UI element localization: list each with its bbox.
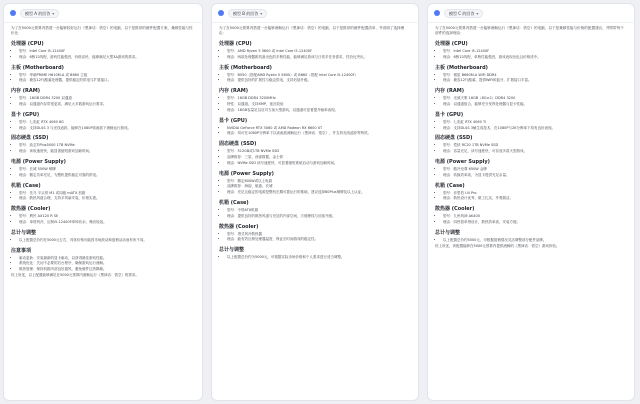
list-item: • 理由：均可在1080P分辨率下以高画质流畅运行《黑神话：悟空》，并支持光线追踪等特效。: [227, 131, 411, 136]
list-item: • 型号：七彩虹 RTX 4060 8G: [19, 120, 195, 125]
section-list: [435, 191, 627, 202]
section-list: [11, 73, 195, 84]
section-heading: 电源 (Power Supply): [11, 158, 66, 165]
list-item: • 理由：散热设计优秀，做工扎实，外观简洁。: [443, 196, 627, 201]
list-item: • 型号：七彩虹 RTX 4060 Ti: [443, 120, 627, 125]
list-item: • 理由：提供良好的散热风道与充足的内部空间，方便理线与后续升级。: [227, 214, 411, 219]
model-name-label: 模型 B 的回答: [233, 10, 259, 16]
section-heading: 机箱 (Case): [435, 182, 465, 189]
section-heading: 内存 (RAM): [11, 88, 41, 95]
list-item: • 型号：致态TiPlus5000 1TB NVMe: [19, 143, 195, 148]
list-item: • 型号：塔式风冷散热器: [227, 232, 411, 237]
section-list: [435, 120, 627, 131]
section-heading: 显卡 (GPU): [219, 117, 248, 124]
section-heading: 总计与调整: [11, 229, 37, 236]
list-item: • 型号：酷冷至尊 650W 金牌: [443, 167, 627, 172]
section-heading: 电源 (Power Supply): [219, 170, 274, 177]
list-item: • 理由：6核12线程，单核性能强劲，游戏表现出色且价格适中。: [443, 55, 627, 60]
list-item: • 型号：微星 B660M-A WiFi DDR4: [443, 73, 627, 78]
panel-header: [212, 4, 418, 23]
section-list: [219, 73, 411, 84]
list-item: • 品牌推荐：三星、西部数据、金士顿: [227, 155, 411, 160]
model-name-label: 模型 C 的回答: [449, 10, 475, 16]
section-list: [11, 214, 195, 225]
section-heading: 散热器 (Cooler): [435, 206, 475, 213]
list-item: • 型号：华硕PRIME H610M-A 或 B660 主板: [19, 73, 195, 78]
list-item: • 理由：单塔风冷，压制i5-12400F绰绰有余，噪音较低。: [19, 220, 195, 225]
panel-header: [4, 4, 202, 23]
list-item: • 以上配置总价约在5000元左右，具体价格可能因市场波动和促销活动而有所不同。: [19, 238, 195, 243]
list-item: • 系统优化：关闭不必要的后台程序，确保游戏运行流畅。: [19, 261, 195, 266]
section-list: [435, 49, 627, 60]
list-item: • 型号：512GB或1TB NVMe SSD: [227, 149, 411, 154]
section-heading: 散热器 (Cooler): [219, 223, 259, 230]
section-heading: 注意事项: [11, 247, 32, 254]
list-item: • 品牌推荐：海韵、航嘉、长城: [227, 184, 411, 189]
section-list: [219, 126, 411, 137]
model-avatar-icon: [434, 10, 440, 16]
section-heading: 固态硬盘 (SSD): [435, 135, 473, 142]
list-item: • 以上配置总价约为5000元，可根据实际市场价格和个人需求进行适当调整。: [227, 255, 411, 260]
answer-intro: 为了在5000元预算内搭建一台能够较好运行《黑神话：悟空》的电脑，以下是推荐的硬件配置方案，兼顾性能与性价比：: [11, 26, 193, 35]
answer-panel-b[interactable]: [211, 3, 419, 401]
list-item: • 型号：九州风神 AK400: [443, 214, 627, 219]
section-heading: 主板 (Motherboard): [11, 64, 64, 71]
model-selector[interactable]: [228, 9, 267, 18]
list-item: • 理由：转换效率高，为显卡提供充足余量。: [443, 173, 627, 178]
model-avatar-icon: [218, 10, 224, 16]
list-item: • 理由：双通道组合，能够充分发挥处理器与显卡性能。: [443, 102, 627, 107]
list-item: • 型号：额定600W或以上电源: [227, 179, 411, 184]
list-item: • 型号：Intel Core i5-12400F: [19, 49, 195, 54]
section-list: [219, 49, 411, 60]
section-list: [219, 255, 411, 260]
section-heading: 电源 (Power Supply): [435, 158, 490, 165]
section-heading: 总计与调整: [219, 247, 245, 254]
section-heading: 散热器 (Cooler): [11, 206, 51, 213]
list-item: • 型号：先马 平头哥 M1 或同级 mATX 机箱: [19, 191, 195, 196]
list-item: • 理由：四热管单塔设计，散热效率高，安装方便。: [443, 220, 627, 225]
section-list: [219, 149, 411, 165]
section-heading: 处理器 (CPU): [219, 41, 252, 47]
list-item: • 型号：利民 AX120 R SE: [19, 214, 195, 219]
list-item: • 特性：双通道，支持XMP，延迟较低: [227, 102, 411, 107]
section-heading: 固态硬盘 (SSD): [219, 141, 257, 148]
section-list: [435, 143, 627, 154]
answer-body: [428, 23, 634, 248]
model-name-label: 模型 A 的回答: [25, 10, 51, 16]
section-list: [435, 73, 627, 84]
section-list: [219, 96, 411, 112]
list-item: • 理由：兼容12代酷睿，提供WiFi和蓝牙，扩展接口丰富。: [443, 78, 627, 83]
list-item: • 以上配置总价约5000元，可根据促销情况灵活调整部分配件品牌。: [443, 238, 627, 243]
list-item: • 理由：读取速度快，能显著缩短游戏加载时间。: [19, 149, 195, 154]
list-item: • 理由：6核12线程，游戏性能强劲，价格亲民，能够满足大型3A游戏的需求。: [19, 55, 195, 60]
chevron-down-icon: ▾: [476, 10, 479, 16]
answer-summary: 综上所述，以上配置能够满足在5000元预算内流畅运行《黑神话：悟空》的需求。: [11, 272, 139, 277]
panel-header: [428, 4, 634, 23]
section-list: [11, 143, 195, 154]
section-heading: 总计与调整: [435, 229, 461, 236]
list-item: • 型号：AMD Ryzen 5 5600 或 Intel Core i5-12400F: [227, 49, 411, 54]
section-heading: 主板 (Motherboard): [435, 64, 488, 71]
answer-panel-c[interactable]: [427, 3, 635, 401]
model-avatar-icon: [10, 10, 16, 16]
list-item: • 理由：支持DLSS 3帧生成技术，在1080P与2K分辨率下均有良好表现。: [443, 126, 627, 131]
list-item: • 型号：中塔ATX机箱: [227, 208, 411, 213]
section-heading: 显卡 (GPU): [11, 111, 40, 118]
list-item: • NVIDIA GeForce RTX 3060 或 AMD Radeon RX 6600 XT: [227, 126, 411, 131]
section-list: [219, 208, 411, 219]
list-item: • 理由：双通道内存带宽更高，满足大多数游戏运行需求。: [19, 102, 195, 107]
section-heading: 显卡 (GPU): [435, 111, 464, 118]
section-list: [435, 96, 627, 107]
list-item: • 型号：光威天策 16GB（8G×2）DDR4 3200: [443, 96, 627, 101]
answer-summary: 综上所述，该配置能够在5000元预算内提供流畅的《黑神话：悟空》游戏体验。: [435, 243, 560, 248]
section-heading: 处理器 (CPU): [435, 41, 468, 47]
model-selector[interactable]: [20, 9, 59, 18]
answer-intro: 为了在5000元预算内搭建一台能够流畅运行《黑神话：悟空》的电脑，以下是推荐的硬件配置清单，并说明了选择理由：: [219, 26, 405, 35]
chevron-down-icon: ▾: [52, 10, 55, 16]
list-item: • 理由：两款处理器都具备出色的多核性能，能够满足游戏与日常多任务需求，性价比突出。: [227, 55, 411, 60]
list-item: • 型号：铠侠 RC20 1TB NVMe SSD: [443, 143, 627, 148]
list-item: • 理由：容量充足，读写速度快，可存放多款大型游戏。: [443, 149, 627, 154]
list-item: • 理由：额定功率充足，为整机提供稳定可靠的供电。: [19, 173, 195, 178]
section-heading: 机箱 (Case): [219, 199, 249, 206]
section-list: [435, 238, 627, 243]
list-item: • 理由：充足且稳定的电源是整机长期可靠运行的基础，建议选择80Plus铜牌及以上认证。: [227, 190, 411, 195]
list-item: • 理由：能有效压制处理器温度，保证长时间游戏的稳定性。: [227, 237, 411, 242]
section-list: [219, 179, 411, 195]
list-item: • 理由：散热风道合理，支持多风扇安装，价格实惠。: [19, 196, 195, 201]
section-list: [435, 167, 627, 178]
list-item: • 型号：长城 550W 铜牌: [19, 167, 195, 172]
section-list: [11, 238, 195, 243]
section-list: [219, 232, 411, 243]
answer-body: [212, 23, 418, 260]
section-list: [11, 191, 195, 202]
answer-body: [4, 23, 202, 278]
list-item: • 型号：乔思伯 U4 Pro: [443, 191, 627, 196]
section-list: [435, 214, 627, 225]
section-list: [11, 49, 195, 60]
section-heading: 固态硬盘 (SSD): [11, 135, 49, 142]
section-heading: 内存 (RAM): [219, 88, 249, 95]
list-item: • 理由：16GB容量足以应对当前大型游戏，双通道可显著提升帧率表现。: [227, 108, 411, 113]
list-item: • 理由：支持DLSS 3 与光线追踪，能够在1080P高画质下流畅运行游戏。: [19, 126, 195, 131]
list-item: • 理由：提供良好的扩展性与稳定供电，支持后续升级。: [227, 78, 411, 83]
list-item: • 散热管理：保持机箱内部良好通风，避免硬件过热降频。: [19, 267, 195, 272]
list-item: • 型号：16GB DDR4 3200MHz: [227, 96, 411, 101]
list-item: • 驱动更新：安装最新的显卡驱动，以获得最佳游戏性能。: [19, 256, 195, 261]
list-item: • 型号：16GB DDR4 3200 双通道: [19, 96, 195, 101]
list-item: • 理由：NVMe SSD 读写速度快，可显著缩短系统启动与游戏加载时间。: [227, 161, 411, 166]
section-heading: 处理器 (CPU): [11, 41, 44, 47]
model-selector[interactable]: [444, 9, 483, 18]
section-heading: 内存 (RAM): [435, 88, 465, 95]
answer-intro: 为了在5000元预算内搭建一台能够流畅运行《黑神话：悟空》的电脑，以下是兼顾性能与价格的配置建议，并附带每个部件的选择理由：: [435, 26, 624, 35]
section-list: [11, 96, 195, 107]
section-list: [11, 120, 195, 131]
list-item: • 型号：B550（搭配AMD Ryzen 5 5600）或 B660（搭配 Intel Core i5-12400F）: [227, 73, 411, 78]
list-item: • 型号：Intel Core i5-12400F: [443, 49, 627, 54]
section-heading: 主板 (Motherboard): [219, 64, 272, 71]
section-heading: 机箱 (Case): [11, 182, 41, 189]
list-item: • 理由：兼容12代酷睿处理器，提供稳定的供电与扩展接口。: [19, 78, 195, 83]
section-list: [11, 256, 195, 272]
section-list: [11, 167, 195, 178]
answer-panel-a[interactable]: [3, 3, 203, 401]
chevron-down-icon: ▾: [260, 10, 263, 16]
